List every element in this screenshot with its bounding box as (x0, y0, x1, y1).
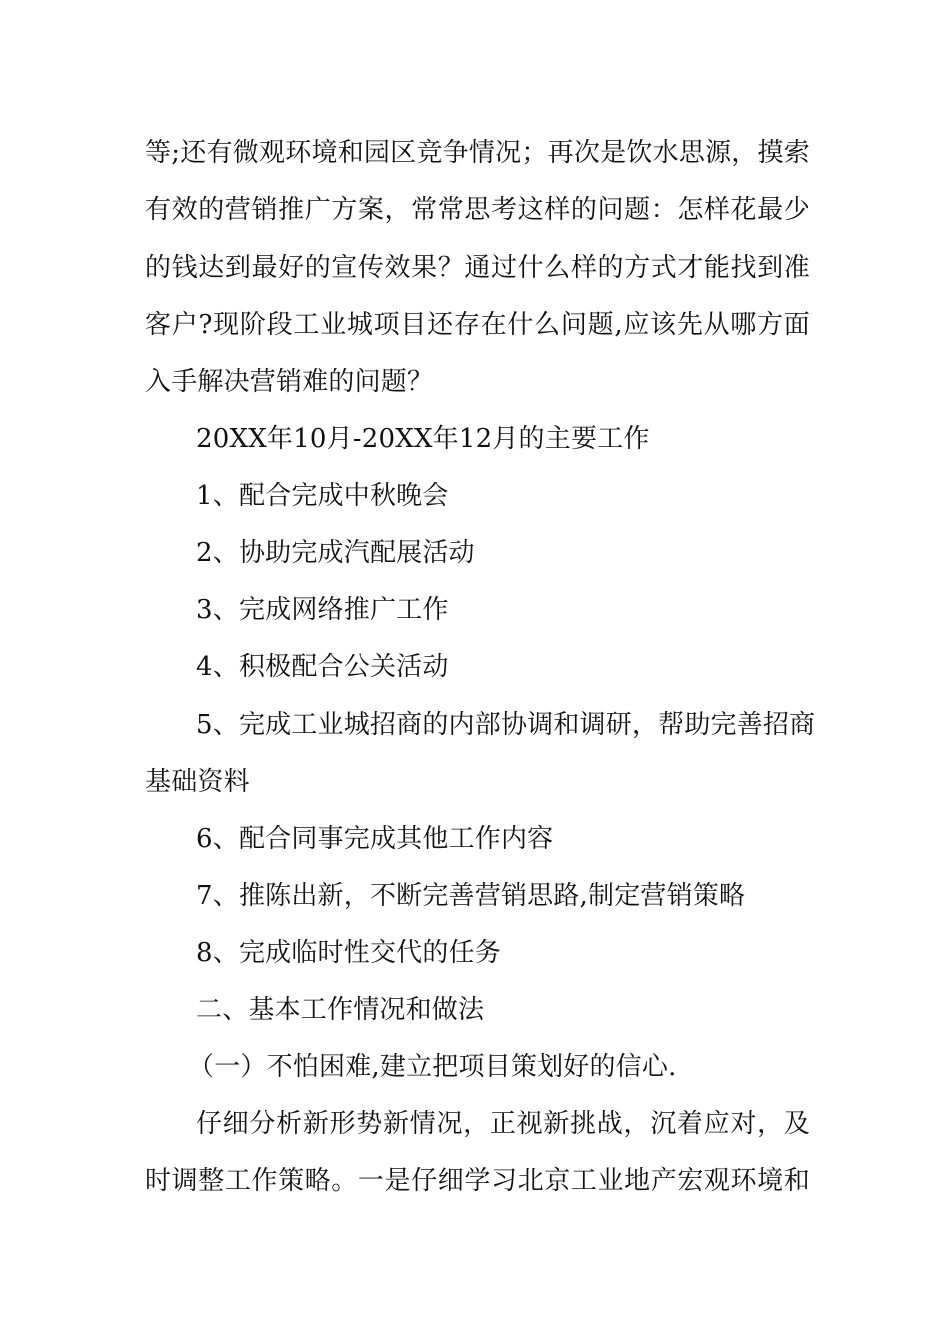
section-heading: 二、基本工作情况和做法 (196, 995, 485, 1025)
paragraph-line: 客户?现阶段工业城项目还存在什么问题,应该先从哪方面 (145, 310, 810, 340)
list-item: 2、协助完成汽配展活动 (196, 538, 475, 568)
list-item: 6、配合同事完成其他工作内容 (196, 824, 554, 854)
section-heading: 20XX年10月-20XX年12月的主要工作 (196, 424, 650, 454)
list-item: 5、完成工业城招商的内部协调和调研，帮助完善招商 (196, 710, 816, 740)
paragraph-line: 仔细分析新形势新情况，正视新挑战，沉着应对，及 (196, 1109, 810, 1139)
list-item: 7、推陈出新，不断完善营销思路,制定营销策略 (196, 881, 746, 911)
list-item: 8、完成临时性交代的任务 (196, 938, 501, 968)
list-item: 1、配合完成中秋晚会 (196, 481, 449, 511)
paragraph-line: 的钱达到最好的宣传效果？通过什么样的方式才能找到准 (145, 253, 810, 283)
list-item: 3、完成网络推广工作 (196, 595, 449, 625)
paragraph-line: 有效的营销推广方案，常常思考这样的问题：怎样花最少 (145, 195, 810, 225)
list-item: 4、积极配合公关活动 (196, 652, 449, 682)
list-item-continuation: 基础资料 (145, 767, 250, 797)
subsection-heading: （一）不怕困难,建立把项目策划好的信心. (188, 1052, 677, 1082)
paragraph-line: 入手解决营销难的问题？ (145, 367, 434, 397)
paragraph-line: 等;还有微观环境和园区竞争情况；再次是饮水思源，摸索 (145, 138, 810, 168)
paragraph-line: 时调整工作策略。一是仔细学习北京工业地产宏观环境和 (145, 1166, 810, 1196)
